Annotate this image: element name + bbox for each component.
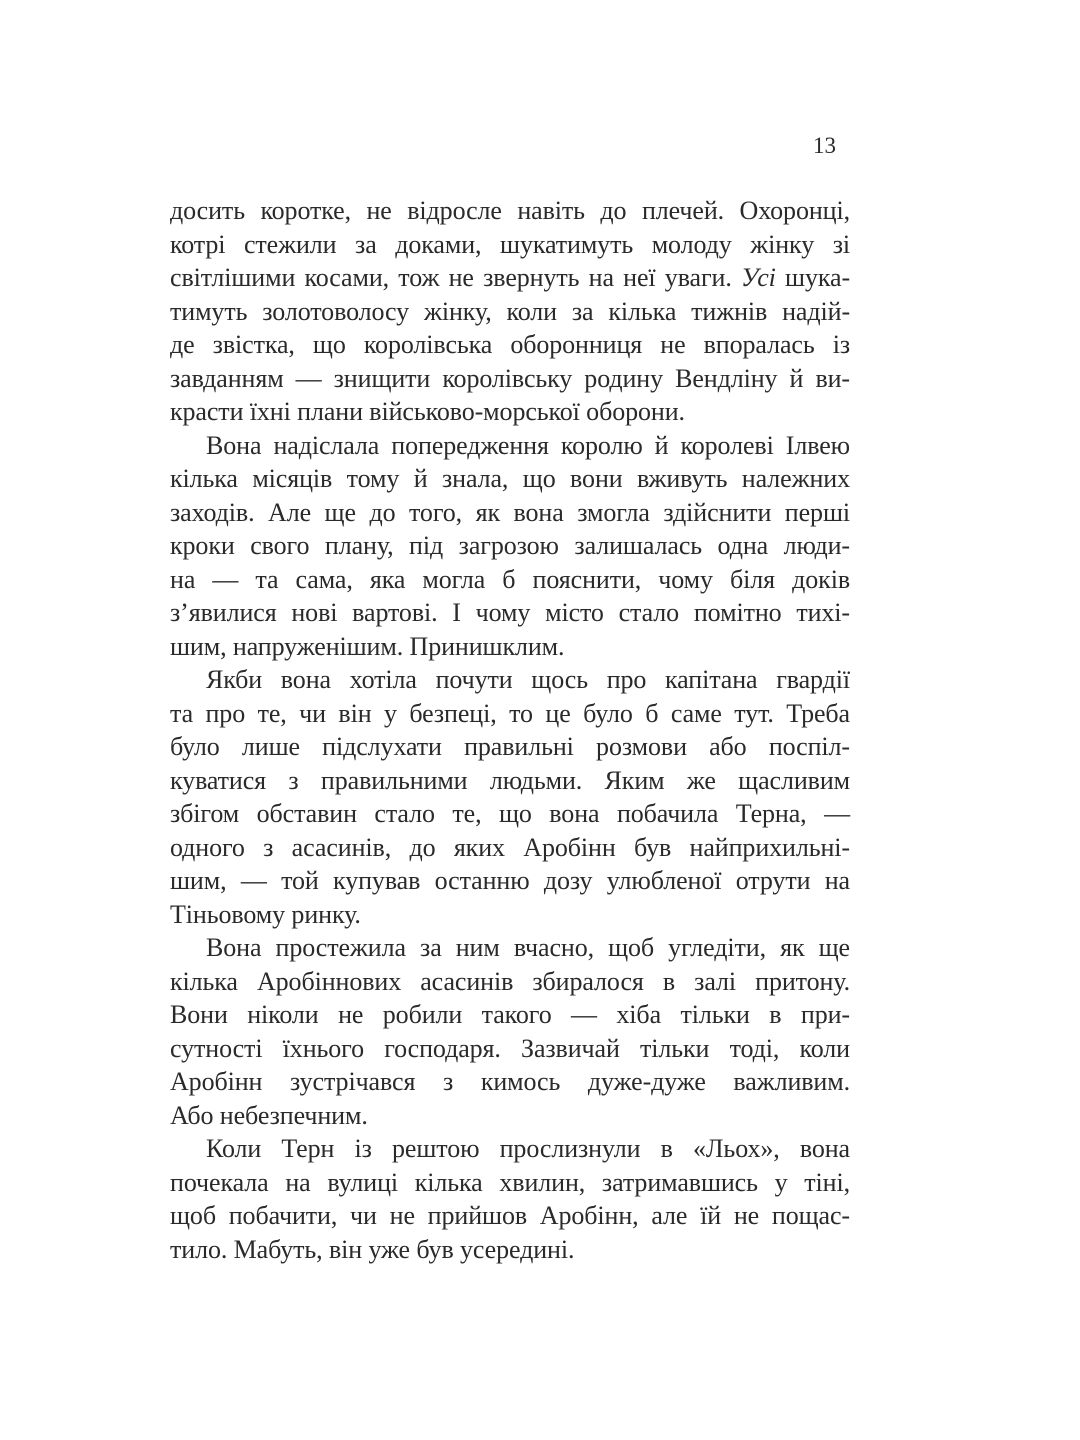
text-segment: шим, — той купував останню дозу улюбленої отрути на bbox=[170, 866, 850, 895]
text-line bbox=[170, 496, 850, 530]
text-segment: кілька місяців тому й знала, що вони вживуть належних bbox=[170, 464, 850, 493]
text-segment: з’явилися нові вартові. І чому місто стало помітно тихі- bbox=[170, 598, 850, 627]
text-line bbox=[170, 730, 850, 764]
text-segment: заходів. Але ще до того, як вона змогла здійснити перші bbox=[170, 497, 850, 527]
text-segment: Або небезпечним. bbox=[170, 1100, 368, 1130]
text-segment: сутності їхнього господаря. Зазвичай тільки тоді, коли bbox=[170, 1033, 850, 1063]
text-segment: Коли Терн із рештою прослизнули в «Льох», вона bbox=[206, 1134, 850, 1163]
text-line bbox=[170, 462, 850, 496]
text-line bbox=[170, 864, 850, 898]
text-segment: одного з асасинів, до яких Аробінн був найприхильні- bbox=[170, 832, 850, 862]
italic-text: Усі bbox=[741, 263, 776, 292]
text-line bbox=[170, 1065, 850, 1099]
text-line bbox=[170, 1099, 850, 1133]
text-segment: завданням — знищити королівську родину Вендліну й ви- bbox=[170, 363, 850, 393]
text-segment: Вона простежила за ним вчасно, щоб угледіти, як ще bbox=[206, 933, 850, 962]
text-line bbox=[170, 1132, 850, 1166]
text-line bbox=[170, 630, 850, 664]
text-line bbox=[170, 831, 850, 865]
paragraph bbox=[170, 194, 850, 429]
text-segment: світлішими косами, тож не звернуть на неї уваги. bbox=[170, 263, 742, 292]
text-segment: Вона надіслала попередження королю й королеві Ілвею bbox=[206, 430, 850, 460]
text-line bbox=[170, 563, 850, 597]
text-segment: Тіньовому ринку. bbox=[170, 899, 361, 929]
text-line bbox=[170, 931, 850, 965]
text-segment: досить коротке, не відросле навіть до плечей. Охоронці, bbox=[170, 196, 850, 225]
text-line bbox=[170, 898, 850, 932]
text-segment: тимуть золотоволосу жінку, коли за кілька тижнів надій- bbox=[170, 296, 850, 326]
text-line bbox=[170, 1233, 850, 1267]
text-line bbox=[170, 261, 850, 295]
text-line bbox=[170, 1199, 850, 1233]
text-line bbox=[170, 663, 850, 697]
text-line bbox=[170, 529, 850, 563]
text-segment: куватися з правильними людьми. Яким же щасливим bbox=[170, 765, 850, 795]
text-segment: Вони ніколи не робили такого — хіба тільки в при- bbox=[170, 1000, 850, 1029]
text-line bbox=[170, 362, 850, 396]
text-line bbox=[170, 228, 850, 262]
text-segment: почекала на вулиці кілька хвилин, затримавшись у тіні, bbox=[170, 1167, 850, 1197]
text-line bbox=[170, 295, 850, 329]
text-segment: шука- bbox=[775, 263, 851, 292]
text-line bbox=[170, 596, 850, 630]
text-segment: збігом обставин стало те, що вона побачила Терна, — bbox=[170, 799, 850, 828]
text-segment: кроки свого плану, під загрозою залишалась одна люди- bbox=[170, 531, 850, 560]
text-segment: котрі стежили за доками, шукатимуть молоду жінку зі bbox=[170, 229, 850, 259]
text-block bbox=[170, 194, 850, 1266]
text-line bbox=[170, 1166, 850, 1200]
text-segment: кілька Аробіннових асасинів збиралося в залі притону. bbox=[170, 966, 850, 996]
text-line bbox=[170, 1032, 850, 1066]
text-segment: тило. Мабуть, він уже був усередині. bbox=[170, 1234, 575, 1264]
text-line bbox=[170, 395, 850, 429]
paragraph bbox=[170, 1132, 850, 1266]
text-segment: Якби вона хотіла почути щось про капітана гвардії bbox=[206, 665, 850, 694]
text-segment: красти їхні плани військово-морської оборони. bbox=[170, 397, 685, 426]
text-line bbox=[170, 429, 850, 463]
text-segment: де звістка, що королівська оборонниця не впоралась із bbox=[170, 330, 850, 359]
page-number: 13 bbox=[813, 133, 836, 158]
text-segment: на — та сама, яка могла б пояснити, чому біля доків bbox=[170, 564, 850, 594]
text-segment: Аробінн зустрічався з кимось дуже-дуже важливим. bbox=[170, 1067, 850, 1096]
paragraph bbox=[170, 663, 850, 931]
text-line bbox=[170, 797, 850, 831]
text-segment: та про те, чи він у безпеці, то це було б саме тут. Треба bbox=[170, 698, 850, 728]
text-line bbox=[170, 965, 850, 999]
text-segment: було лише підслухати правильні розмови або поспіл- bbox=[170, 732, 850, 761]
text-segment: шим, напруженішим. Принишклим. bbox=[170, 631, 565, 661]
text-line bbox=[170, 764, 850, 798]
paragraph bbox=[170, 931, 850, 1132]
text-segment: щоб побачити, чи не прийшов Аробінн, але їй не пощас- bbox=[170, 1201, 850, 1230]
paragraph bbox=[170, 429, 850, 664]
text-line bbox=[170, 697, 850, 731]
text-line bbox=[170, 194, 850, 228]
text-line bbox=[170, 328, 850, 362]
text-line bbox=[170, 998, 850, 1032]
